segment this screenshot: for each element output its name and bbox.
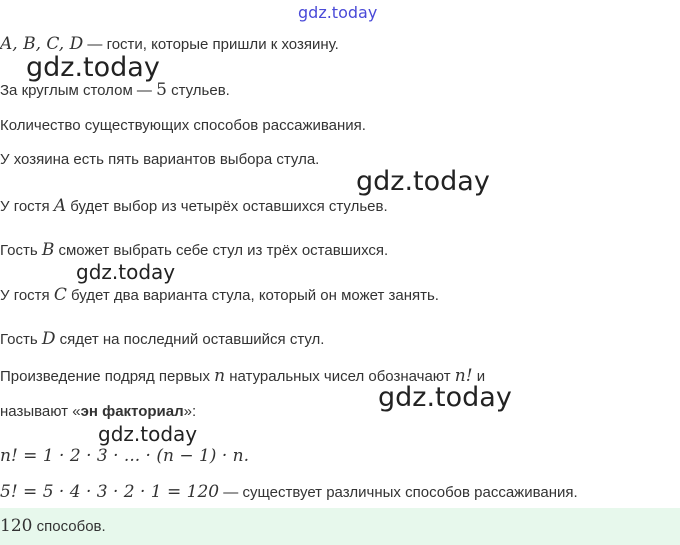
table-text: За круглым столом — bbox=[0, 82, 157, 99]
five-factorial-line bbox=[0, 482, 578, 503]
guest-c-line bbox=[0, 285, 439, 306]
watermark-1: gdz.today bbox=[26, 52, 160, 83]
five-factorial-text: — существует различных способов рассаживания. bbox=[219, 484, 578, 501]
guests-text: — гости, которые пришли к хозяину. bbox=[83, 36, 339, 53]
guest-c-text: У гостя bbox=[0, 287, 54, 304]
guest-a-math: A bbox=[53, 196, 67, 216]
host-line: У хозяина есть пять вариантов выбора стула. bbox=[0, 151, 320, 168]
guest-d-text-end: сядет на последний оставшийся стул. bbox=[55, 331, 325, 348]
guest-d-line bbox=[0, 329, 324, 350]
guest-a-text-end: будет выбор из четырёх оставшихся стульев. bbox=[66, 198, 388, 215]
guest-d-math: D bbox=[41, 329, 56, 349]
factorial-formula: n! = 1 · 2 · 3 · ... · (n − 1) · n. bbox=[0, 446, 249, 466]
guest-d-text: Гость bbox=[0, 331, 42, 348]
watermark-3: gdz.today bbox=[76, 260, 176, 284]
product-text: Произведение подряд первых bbox=[0, 368, 215, 385]
guest-b-text-end: сможет выбрать себе стул из трёх оставшихся. bbox=[54, 242, 389, 259]
guest-b-math: B bbox=[41, 240, 55, 260]
guest-b-text: Гость bbox=[0, 242, 42, 259]
guest-c-text-end: будет два варианта стула, который он может занять. bbox=[66, 287, 439, 304]
table-text-end: стульев. bbox=[166, 82, 230, 99]
five-factorial-math: 5! = 5 · 4 · 3 · 2 · 1 = 120 bbox=[0, 482, 220, 502]
product-math-factorial: n! bbox=[454, 366, 473, 386]
product-text-mid: натуральных чисел обозначают bbox=[225, 368, 455, 385]
watermark-4: gdz.today bbox=[378, 382, 512, 413]
table-line bbox=[0, 80, 230, 101]
count-line: Количество существующих способов рассаживания. bbox=[0, 117, 366, 134]
guest-a-line bbox=[0, 196, 388, 217]
watermark-2: gdz.today bbox=[356, 166, 490, 197]
product-text-end: и bbox=[472, 368, 486, 385]
named-text: называют « bbox=[0, 403, 81, 420]
guest-a-text: У гостя bbox=[0, 198, 54, 215]
table-number: 5 bbox=[156, 80, 167, 100]
answer-line bbox=[0, 516, 106, 537]
product-math-n: n bbox=[214, 366, 226, 386]
watermark-top: gdz.today bbox=[298, 3, 378, 22]
guest-c-math: C bbox=[53, 285, 67, 305]
guests-math: A, B, C, D bbox=[0, 34, 84, 54]
answer-text: способов. bbox=[32, 518, 106, 535]
answer-number: 120 bbox=[0, 516, 33, 536]
named-line bbox=[0, 402, 196, 422]
guest-b-line bbox=[0, 240, 388, 261]
named-text-end: »: bbox=[183, 403, 197, 420]
named-bold-term: эн факториал bbox=[80, 403, 184, 420]
watermark-5: gdz.today bbox=[98, 422, 198, 446]
